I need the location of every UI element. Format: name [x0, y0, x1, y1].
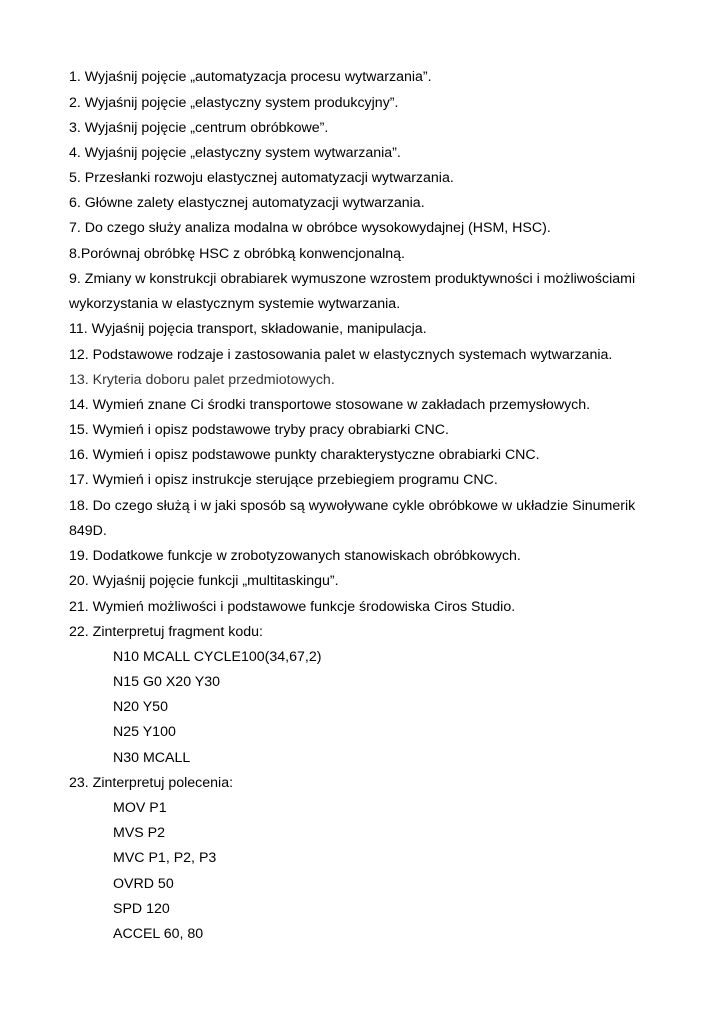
code-line: N30 MCALL — [113, 750, 191, 766]
question-1: 1. Wyjaśnij pojęcie „automatyzacja procesu wytwarzania”. — [69, 69, 432, 85]
question-6: 6. Główne zalety elastycznej automatyzacji wytwarzania. — [69, 195, 425, 211]
question-11: 11. Wyjaśnij pojęcia transport, składowanie, manipulacja. — [69, 321, 427, 337]
question-12: 12. Podstawowe rodzaje i zastosowania palet w elastycznych systemach wytwarzania. — [69, 347, 613, 363]
question-18-line-1: 18. Do czego służą i w jaki sposób są wywoływane cykle obróbkowe w układzie Sinumerik — [69, 498, 636, 514]
question-8: 8.Porównaj obróbkę HSC z obróbką konwencjonalną. — [69, 246, 405, 262]
code-line: N20 Y50 — [113, 699, 168, 715]
code-line: N25 Y100 — [113, 724, 176, 740]
command-line: OVRD 50 — [113, 876, 174, 892]
question-9-line-1: 9. Zmiany w konstrukcji obrabiarek wymuszone wzrostem produktywności i możliwościami — [69, 271, 636, 287]
command-line: MVC P1, P2, P3 — [113, 850, 217, 866]
question-23: 23. Zinterpretuj polecenia: — [69, 775, 234, 791]
question-2: 2. Wyjaśnij pojęcie „elastyczny system produkcyjny”. — [69, 95, 399, 111]
question-15: 15. Wymień i opisz podstawowe tryby pracy obrabiarki CNC. — [69, 422, 449, 438]
command-line: MOV P1 — [113, 800, 167, 816]
question-22: 22. Zinterpretuj fragment kodu: — [69, 624, 263, 640]
command-line: MVS P2 — [113, 825, 166, 841]
question-18-line-2: 849D. — [69, 523, 107, 539]
code-line: N15 G0 X20 Y30 — [113, 674, 221, 690]
question-19: 19. Dodatkowe funkcje w zrobotyzowanych stanowiskach obróbkowych. — [69, 548, 521, 564]
command-line: ACCEL 60, 80 — [113, 926, 204, 942]
question-9-line-2: wykorzystania w elastycznym systemie wytwarzania. — [69, 296, 401, 312]
code-line: N10 MCALL CYCLE100(34,67,2) — [113, 649, 322, 665]
question-5: 5. Przesłanki rozwoju elastycznej automatyzacji wytwarzania. — [69, 170, 454, 186]
question-7: 7. Do czego służy analiza modalna w obróbce wysokowydajnej (HSM, HSC). — [69, 220, 551, 236]
question-3: 3. Wyjaśnij pojęcie „centrum obróbkowe”. — [69, 120, 329, 136]
question-13: 13. Kryteria doboru palet przedmiotowych. — [69, 372, 335, 388]
question-4: 4. Wyjaśnij pojęcie „elastyczny system wytwarzania”. — [69, 145, 401, 161]
command-line: SPD 120 — [113, 901, 170, 917]
question-17: 17. Wymień i opisz instrukcje sterujące przebiegiem programu CNC. — [69, 472, 498, 488]
question-21: 21. Wymień możliwości i podstawowe funkcje środowiska Ciros Studio. — [69, 599, 516, 615]
question-14: 14. Wymień znane Ci środki transportowe stosowane w zakładach przemysłowych. — [69, 397, 591, 413]
question-16: 16. Wymień i opisz podstawowe punkty charakterystyczne obrabiarki CNC. — [69, 447, 540, 463]
question-20: 20. Wyjaśnij pojęcie funkcji „multitaskingu”. — [69, 573, 339, 589]
